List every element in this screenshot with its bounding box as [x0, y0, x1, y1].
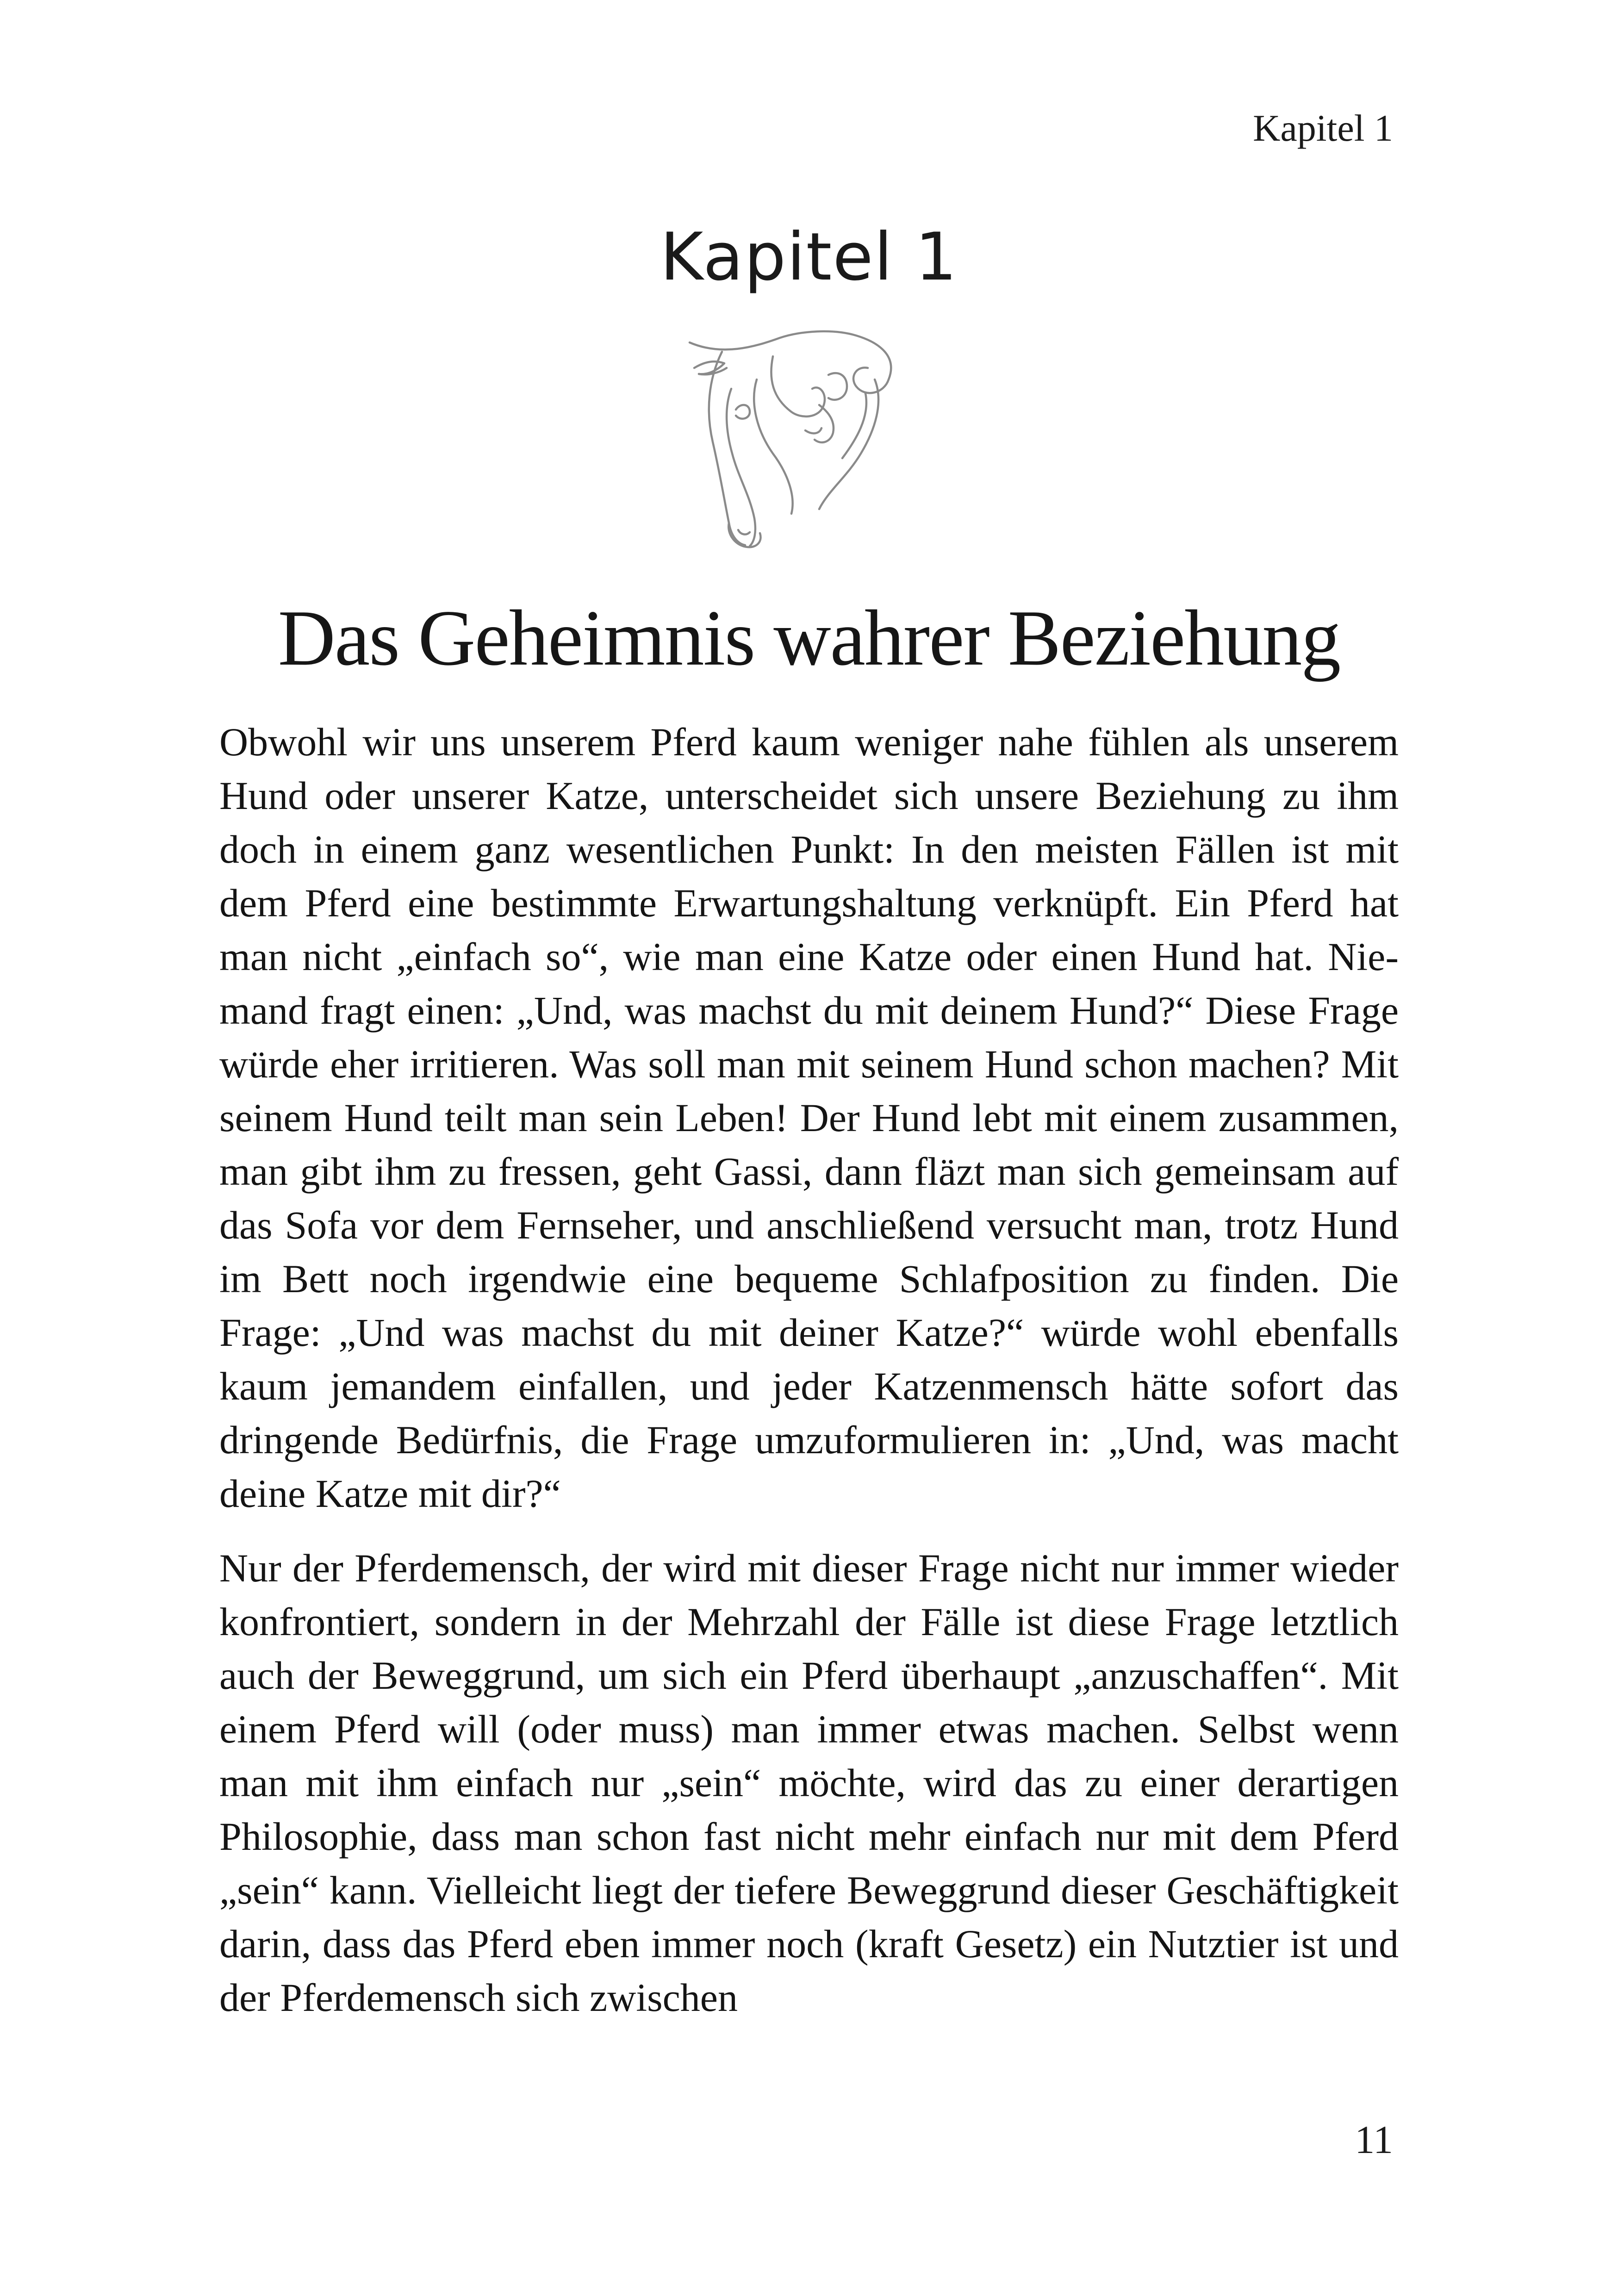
body-text	[219, 715, 1399, 2045]
horse-head-line-drawing-icon	[680, 324, 940, 565]
running-header: Kapitel 1	[1253, 107, 1393, 149]
chapter-label: Kapitel 1	[660, 219, 958, 295]
paragraph: Obwohl wir uns unserem Pferd kaum weniger nahe fühlen als unserem Hund oder unserer Katze, unterscheidet sich unsere Beziehung zu ihm doch in einem ganz wesentlichen Punkt: In den meisten Fällen ist mit dem Pferd eine bestimmte Erwartungshaltung verknüpft. Ein Pferd hat man nicht „einfach so“, wie man eine Katze oder einen Hund hat. Niemand fragt einen: „Und, was machst du mit deinem Hund?“ Diese Frage würde eher irritieren. Was soll man mit seinem Hund schon machen? Mit seinem Hund teilt man sein Leben! Der Hund lebt mit einem zusammen, man gibt ihm zu fressen, geht Gassi, dann fläzt man sich gemeinsam auf das Sofa vor dem Fernseher, und anschließend versucht man, trotz Hund im Bett noch irgendwie eine bequeme Schlafposition zu finden. Die Frage: „Und was machst du mit deiner Katze?“ würde wohl ebenfalls kaum jemandem einfallen, und jeder Katzenmensch hätte sofort das dringende Bedürfnis, die Frage umzuformulieren in: „Und, was macht deine Katze mit dir?“	[219, 720, 1399, 1516]
chapter-title: Das Geheimnis wahrer Beziehung	[278, 594, 1340, 682]
page-number: 11	[1355, 2117, 1393, 2162]
paragraph: Nur der Pferdemensch, der wird mit dieser Frage nicht nur immer wieder konfrontiert, sondern in der Mehrzahl der Fälle ist diese Frage letztlich auch der Beweggrund, um sich ein Pferd überhaupt „anzuschaffen“. Mit einem Pferd will (oder muss) man immer etwas machen. Selbst wenn man mit ihm einfach nur „sein“ möchte, wird das zu einer derartigen Philosophie, dass man schon fast nicht mehr einfach nur mit dem Pferd „sein“ kann. Vielleicht liegt der tiefere Beweggrund dieser Geschäftigkeit darin, dass das Pferd eben immer noch (kraft Gesetz) ein Nutztier ist und der Pferdemensch sich zwischen	[219, 1546, 1399, 2020]
